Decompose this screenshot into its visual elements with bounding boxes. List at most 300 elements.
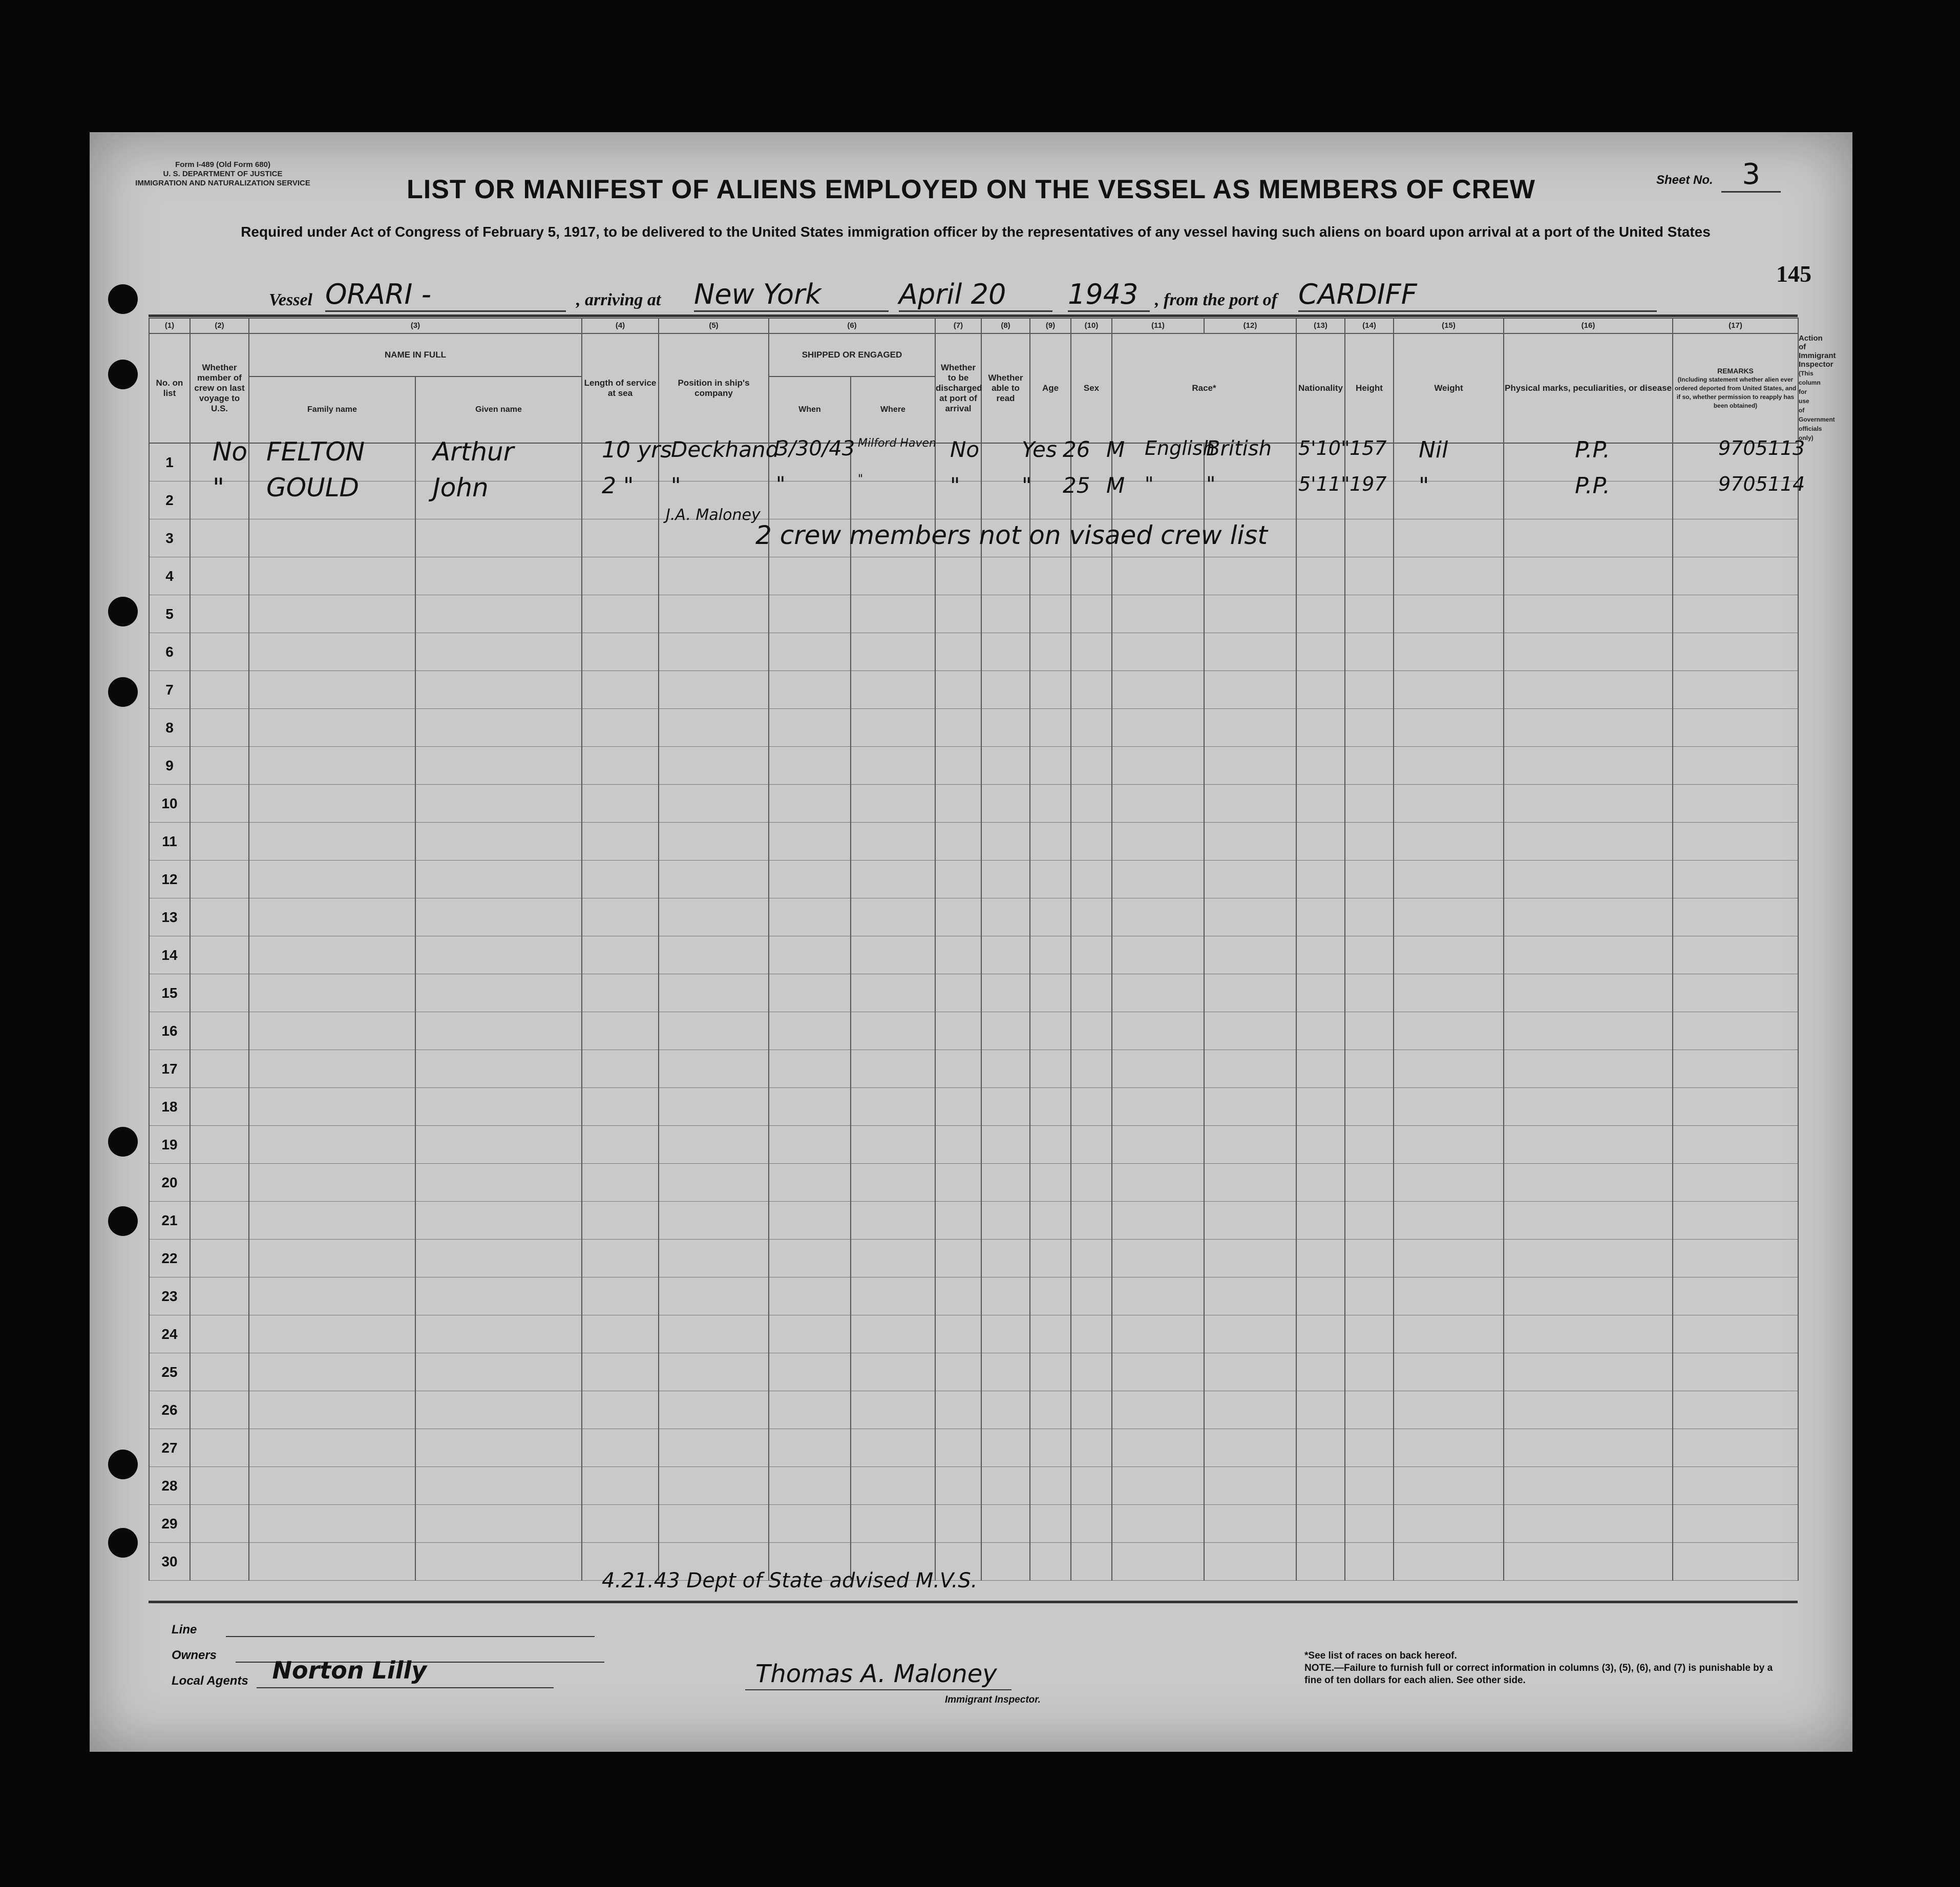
- table-cell: [659, 1315, 769, 1353]
- table-cell: [935, 1126, 981, 1164]
- table-cell: [415, 519, 582, 557]
- table-row: [149, 861, 1798, 898]
- table-cell: [851, 595, 935, 633]
- table-row: [149, 633, 1798, 671]
- line-underline: [226, 1626, 595, 1637]
- table-cell: [582, 557, 659, 595]
- table-cell: [935, 1505, 981, 1543]
- row-number: 3: [149, 519, 190, 557]
- agents-field: [172, 1657, 554, 1688]
- table-cell: [1504, 709, 1673, 747]
- given-name-entry: John: [433, 473, 489, 502]
- agents-label: Local Agents: [172, 1674, 248, 1688]
- table-cell: [1071, 443, 1112, 481]
- table-cell: [582, 1391, 659, 1429]
- table-cell: [1504, 1467, 1673, 1505]
- binder-hole: [108, 597, 138, 626]
- table-cell: [1345, 1050, 1394, 1088]
- table-cell: [851, 1315, 935, 1353]
- binder-hole: [108, 1450, 138, 1479]
- table-cell: [1071, 1164, 1112, 1202]
- crew-list-note: 2 crew members not on visaed crew list: [755, 520, 1268, 550]
- table-cell: [1504, 785, 1673, 823]
- table-cell: [1394, 898, 1504, 936]
- table-cell: [1296, 1012, 1345, 1050]
- table-cell: [1071, 633, 1112, 671]
- row-number: 28: [149, 1467, 190, 1505]
- table-cell: [249, 898, 415, 936]
- table-cell: [1030, 1164, 1071, 1202]
- table-cell: [851, 747, 935, 785]
- table-cell: [1673, 974, 1798, 1012]
- table-cell: [190, 1126, 249, 1164]
- table-cell: [935, 1467, 981, 1505]
- table-row: [149, 785, 1798, 823]
- table-cell: [1394, 861, 1504, 898]
- line-label: Line: [172, 1623, 197, 1637]
- table-cell: [190, 1353, 249, 1391]
- table-cell: [1296, 1353, 1345, 1391]
- action-entry: 9705114: [1718, 473, 1805, 495]
- col-head-name: NAME IN FULL: [249, 333, 582, 376]
- col-head-position: Position in ship's company: [659, 333, 769, 443]
- table-cell: [249, 823, 415, 861]
- table-cell: [851, 1391, 935, 1429]
- col-head-where: Where: [851, 376, 935, 443]
- table-cell: [851, 519, 935, 557]
- table-cell: [1673, 1277, 1798, 1315]
- table-cell: [981, 974, 1030, 1012]
- table-cell: [1504, 747, 1673, 785]
- nationality-entry: ": [1206, 473, 1216, 496]
- table-cell: [851, 936, 935, 974]
- table-cell: [1673, 1505, 1798, 1543]
- table-cell: [1112, 443, 1204, 481]
- table-cell: [1673, 1240, 1798, 1277]
- table-cell: [769, 974, 851, 1012]
- table-cell: [769, 1505, 851, 1543]
- table-cell: [981, 1012, 1030, 1050]
- table-cell: [851, 1126, 935, 1164]
- table-cell: [1296, 1543, 1345, 1581]
- table-cell: [1204, 1050, 1296, 1088]
- table-cell: [1296, 557, 1345, 595]
- table-cell: [249, 671, 415, 709]
- table-cell: [935, 1353, 981, 1391]
- table-row: [149, 481, 1798, 519]
- table-cell: [935, 671, 981, 709]
- table-cell: [1504, 861, 1673, 898]
- table-cell: [1345, 1467, 1394, 1505]
- table-cell: [1673, 823, 1798, 861]
- table-cell: [415, 709, 582, 747]
- table-cell: [1345, 1543, 1394, 1581]
- table-cell: [1673, 1050, 1798, 1088]
- table-cell: [582, 1277, 659, 1315]
- table-cell: [190, 557, 249, 595]
- table-cell: [1394, 785, 1504, 823]
- footer-note: [1304, 1650, 1776, 1687]
- table-cell: [769, 481, 851, 519]
- table-cell: [190, 974, 249, 1012]
- table-cell: [1504, 1088, 1673, 1126]
- table-cell: [582, 481, 659, 519]
- sex-entry: M: [1106, 473, 1125, 498]
- table-cell: [935, 861, 981, 898]
- col-head-length: Length of service at sea: [582, 333, 659, 443]
- family-name-entry: GOULD: [266, 473, 360, 502]
- table-cell: [1296, 1315, 1345, 1353]
- table-cell: [1030, 595, 1071, 633]
- table-cell: [1030, 1277, 1071, 1315]
- table-cell: [415, 595, 582, 633]
- table-cell: [1345, 747, 1394, 785]
- col-num-7: (7): [935, 318, 981, 333]
- col-head-last-voyage: Whether member of crew on last voyage to U.S.: [190, 333, 249, 443]
- table-cell: [190, 785, 249, 823]
- table-cell: [1112, 1164, 1204, 1202]
- table-cell: [1112, 974, 1204, 1012]
- table-cell: [1345, 633, 1394, 671]
- table-cell: [1204, 519, 1296, 557]
- table-cell: [1504, 1391, 1673, 1429]
- table-cell: [1112, 709, 1204, 747]
- table-cell: [1030, 1240, 1071, 1277]
- age-entry: 25: [1063, 473, 1090, 498]
- table-cell: [935, 557, 981, 595]
- inspector-signature: Thomas A. Maloney: [755, 1660, 997, 1688]
- table-cell: [249, 1240, 415, 1277]
- table-cell: [415, 861, 582, 898]
- table-row: [149, 443, 1798, 481]
- table-cell: [415, 1164, 582, 1202]
- row-number: 27: [149, 1429, 190, 1467]
- table-cell: [1030, 557, 1071, 595]
- table-cell: [582, 671, 659, 709]
- col-head-read: Whether able to read: [981, 333, 1030, 443]
- action-entry: 9705113: [1718, 437, 1805, 459]
- table-cell: [1345, 974, 1394, 1012]
- table-cell: [582, 709, 659, 747]
- table-cell: [1296, 633, 1345, 671]
- table-cell: [1030, 1012, 1071, 1050]
- arrival-date: April 20: [899, 278, 1052, 312]
- table-cell: [659, 747, 769, 785]
- table-cell: [935, 481, 981, 519]
- table-cell: [1504, 823, 1673, 861]
- table-cell: [1030, 709, 1071, 747]
- table-cell: [1296, 443, 1345, 481]
- table-cell: [249, 519, 415, 557]
- table-cell: [1112, 1505, 1204, 1543]
- table-cell: [1504, 1050, 1673, 1088]
- table-row: [149, 1202, 1798, 1240]
- table-cell: [190, 747, 249, 785]
- position-entry: Deckhand: [671, 437, 779, 462]
- table-cell: [769, 595, 851, 633]
- table-row: [149, 1164, 1798, 1202]
- table-cell: [1345, 1088, 1394, 1126]
- table-cell: [249, 1353, 415, 1391]
- table-cell: [981, 557, 1030, 595]
- table-cell: [1204, 1012, 1296, 1050]
- table-cell: [1112, 633, 1204, 671]
- table-cell: [1394, 823, 1504, 861]
- table-cell: [249, 1315, 415, 1353]
- table-cell: [1345, 1429, 1394, 1467]
- height-entry: 5'11": [1298, 473, 1350, 495]
- table-cell: [1204, 898, 1296, 936]
- table-cell: [1204, 671, 1296, 709]
- table-cell: [1504, 1240, 1673, 1277]
- table-cell: [981, 1315, 1030, 1353]
- table-cell: [769, 1050, 851, 1088]
- table-cell: [1296, 861, 1345, 898]
- table-cell: [1504, 1353, 1673, 1391]
- table-cell: [1071, 861, 1112, 898]
- table-cell: [1071, 671, 1112, 709]
- table-cell: [981, 709, 1030, 747]
- table-cell: [769, 1202, 851, 1240]
- table-cell: [935, 936, 981, 974]
- table-cell: [935, 1012, 981, 1050]
- row-number: 9: [149, 747, 190, 785]
- table-cell: [1345, 481, 1394, 519]
- col-head-shipped: SHIPPED OR ENGAGED: [769, 333, 935, 376]
- table-cell: [1204, 595, 1296, 633]
- table-row: [149, 557, 1798, 595]
- table-cell: [415, 671, 582, 709]
- table-cell: [659, 1277, 769, 1315]
- col-num-14: (14): [1345, 318, 1394, 333]
- table-cell: [981, 1240, 1030, 1277]
- table-cell: [1394, 1543, 1504, 1581]
- sheet-number-label: Sheet No.: [1656, 173, 1713, 187]
- table-cell: [935, 633, 981, 671]
- table-cell: [1030, 785, 1071, 823]
- col-head-discharged: Whether to be discharged at port of arrival: [935, 333, 981, 443]
- table-cell: [1345, 936, 1394, 974]
- table-cell: [1204, 861, 1296, 898]
- table-cell: [1204, 633, 1296, 671]
- table-cell: [851, 1429, 935, 1467]
- table-cell: [1394, 1429, 1504, 1467]
- table-cell: [582, 1467, 659, 1505]
- table-cell: [1071, 785, 1112, 823]
- row-number: 18: [149, 1088, 190, 1126]
- table-cell: [981, 1088, 1030, 1126]
- table-cell: [1504, 1012, 1673, 1050]
- table-cell: [582, 1543, 659, 1581]
- table-cell: [1204, 1543, 1296, 1581]
- given-name-entry: Arthur: [433, 437, 514, 467]
- table-cell: [1071, 1391, 1112, 1429]
- table-cell: [1296, 898, 1345, 936]
- binder-hole: [108, 1206, 138, 1236]
- table-cell: [659, 595, 769, 633]
- inspector-initials: J.A. Maloney: [666, 506, 761, 524]
- binder-hole: [108, 284, 138, 314]
- table-cell: [1673, 861, 1798, 898]
- table-row: [149, 1012, 1798, 1050]
- table-cell: [1030, 898, 1071, 936]
- col-head-weight: Weight: [1394, 333, 1504, 443]
- penalty-note: NOTE.—Failure to furnish full or correct information in columns (3), (5), (6), and (7) is punishable by a fine of ten dollars for each alien. See other side.: [1304, 1663, 1773, 1686]
- table-cell: [582, 1126, 659, 1164]
- col-num-10: (10): [1071, 318, 1112, 333]
- when-entry: 3/30/43: [776, 437, 855, 460]
- table-cell: [981, 633, 1030, 671]
- table-row: [149, 1315, 1798, 1353]
- binder-hole: [108, 360, 138, 389]
- table-cell: [190, 898, 249, 936]
- table-cell: [769, 1543, 851, 1581]
- table-cell: [1673, 1353, 1798, 1391]
- table-cell: [1345, 1391, 1394, 1429]
- table-cell: [1030, 1505, 1071, 1543]
- table-cell: [1394, 1164, 1504, 1202]
- table-cell: [935, 1277, 981, 1315]
- table-cell: [1204, 1505, 1296, 1543]
- table-cell: [659, 1164, 769, 1202]
- col-num-6: (6): [769, 318, 935, 333]
- table-cell: [1071, 747, 1112, 785]
- col-head-race: Race*: [1112, 333, 1296, 443]
- table-cell: [249, 747, 415, 785]
- row-number: 8: [149, 709, 190, 747]
- arrival-year: 1943: [1068, 278, 1150, 312]
- table-cell: [1394, 1315, 1504, 1353]
- table-cell: [1030, 671, 1071, 709]
- table-cell: [935, 785, 981, 823]
- table-cell: [1296, 1277, 1345, 1315]
- table-cell: [1345, 1202, 1394, 1240]
- table-cell: [1394, 595, 1504, 633]
- table-cell: [1345, 823, 1394, 861]
- table-cell: [415, 747, 582, 785]
- table-cell: [1504, 671, 1673, 709]
- age-entry: 26: [1063, 437, 1090, 462]
- col-num-16: (16): [1504, 318, 1673, 333]
- table-cell: [981, 1429, 1030, 1467]
- table-cell: [1296, 519, 1345, 557]
- table-cell: [582, 633, 659, 671]
- table-cell: [659, 481, 769, 519]
- table-cell: [190, 1050, 249, 1088]
- table-cell: [851, 1543, 935, 1581]
- table-cell: [582, 519, 659, 557]
- table-cell: [851, 1088, 935, 1126]
- table-cell: [1071, 1467, 1112, 1505]
- table-cell: [1296, 595, 1345, 633]
- table-cell: [1345, 1505, 1394, 1543]
- row-number: 16: [149, 1012, 190, 1050]
- table-cell: [1345, 785, 1394, 823]
- table-cell: [769, 443, 851, 481]
- table-cell: [415, 785, 582, 823]
- table-cell: [415, 1467, 582, 1505]
- table-cell: [415, 936, 582, 974]
- table-cell: [1296, 709, 1345, 747]
- table-cell: [935, 823, 981, 861]
- table-cell: [1296, 823, 1345, 861]
- table-cell: [415, 1050, 582, 1088]
- table-cell: [1296, 785, 1345, 823]
- binder-hole: [108, 1528, 138, 1558]
- table-cell: [1504, 1315, 1673, 1353]
- table-cell: [1394, 671, 1504, 709]
- row-number: 17: [149, 1050, 190, 1088]
- table-cell: [1112, 1353, 1204, 1391]
- row-number: 20: [149, 1164, 190, 1202]
- col-num-9: (9): [1030, 318, 1071, 333]
- inspector-signature-line: [745, 1660, 1011, 1690]
- where-entry: ": [858, 473, 863, 486]
- table-cell: [1071, 823, 1112, 861]
- table-cell: [1204, 557, 1296, 595]
- table-cell: [659, 898, 769, 936]
- table-cell: [1394, 1505, 1504, 1543]
- header-rule: [149, 314, 1798, 317]
- table-cell: [1296, 747, 1345, 785]
- family-name-entry: FELTON: [266, 437, 365, 467]
- table-cell: [1112, 595, 1204, 633]
- table-cell: [190, 595, 249, 633]
- table-cell: [935, 1202, 981, 1240]
- table-cell: [1504, 1543, 1673, 1581]
- table-cell: [935, 595, 981, 633]
- table-cell: [1345, 709, 1394, 747]
- table-cell: [1030, 1353, 1071, 1391]
- table-cell: [1673, 443, 1798, 481]
- nationality-entry: British: [1206, 437, 1272, 460]
- table-cell: [1112, 671, 1204, 709]
- table-cell: [1030, 1315, 1071, 1353]
- table-cell: [1071, 1088, 1112, 1126]
- table-cell: [1673, 898, 1798, 936]
- table-cell: [415, 898, 582, 936]
- table-cell: [1030, 519, 1071, 557]
- table-cell: [415, 974, 582, 1012]
- table-cell: [769, 557, 851, 595]
- table-cell: [1204, 823, 1296, 861]
- table-cell: [582, 1315, 659, 1353]
- table-cell: [1112, 519, 1204, 557]
- position-entry: ": [671, 473, 681, 498]
- table-cell: [1296, 1429, 1345, 1467]
- row-number: 5: [149, 595, 190, 633]
- table-row: [149, 747, 1798, 785]
- discharged-entry: ": [950, 473, 960, 498]
- table-cell: [981, 481, 1030, 519]
- table-cell: [659, 1505, 769, 1543]
- binder-hole: [108, 1127, 138, 1157]
- table-cell: [1071, 1126, 1112, 1164]
- read-entry: ": [1022, 473, 1032, 498]
- table-cell: [851, 1012, 935, 1050]
- table-row: [149, 671, 1798, 709]
- table-cell: [582, 595, 659, 633]
- table-cell: [935, 519, 981, 557]
- table-cell: [1112, 936, 1204, 974]
- table-cell: [1112, 1126, 1204, 1164]
- col-head-physical: Physical marks, peculiarities, or disease: [1504, 333, 1673, 443]
- table-cell: [851, 861, 935, 898]
- table-cell: [1030, 1126, 1071, 1164]
- table-cell: [1112, 747, 1204, 785]
- col-head-when: When: [769, 376, 851, 443]
- table-cell: [851, 671, 935, 709]
